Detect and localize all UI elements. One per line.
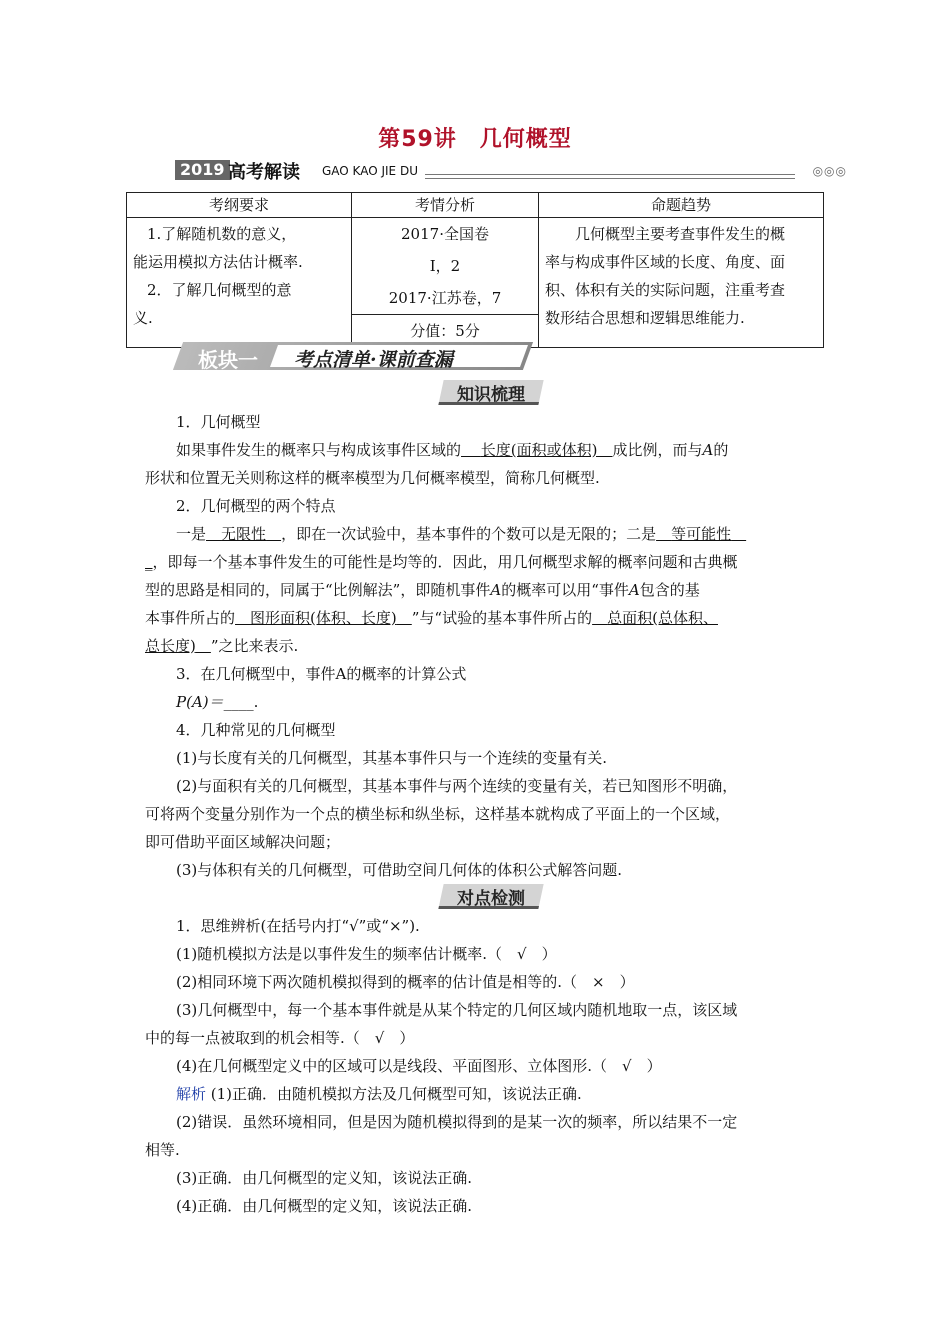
answer-line: (4)正确．由几何概型的定义知，该说法正确. <box>176 1197 473 1215</box>
answer-blank: 总长度) <box>145 637 196 655</box>
year-badge: 2019 <box>175 160 230 180</box>
gaokao-title: 高考解读 <box>228 162 300 183</box>
table-header-row <box>127 193 824 218</box>
question: 中的每一点被取到的机会相等.（ √ ） <box>145 1029 415 1047</box>
header-cell: 考情分析 <box>352 193 539 218</box>
paragraph-line: 如果事件发生的概率只与构成该事件区域的 长度(面积或体积) 成比例，而与A的 <box>176 441 729 459</box>
cell-line: 义. <box>133 309 153 327</box>
tag-label: 知识梳理 <box>457 385 525 405</box>
question: 1．思维辨析(在括号内打“√”或“×”). <box>176 917 420 935</box>
paragraph-line: 总长度) ”之比来表示. <box>145 637 299 655</box>
header-cell: 命题趋势 <box>539 193 824 218</box>
knowledge-tag <box>441 380 541 406</box>
paragraph-line: 本事件所占的 图形面积(体积、长度) ”与“试验的基本事件所占的 总面积(总体积、 <box>145 609 718 627</box>
cell-line: 能运用模拟方法估计概率. <box>133 253 303 271</box>
paragraph-line: 即可借助平面区域解决问题； <box>145 833 341 851</box>
cell-line: 积、体积有关的实际问题，注重考查 <box>545 281 786 299</box>
banner-title: 考点清单·课前查漏 <box>294 349 453 371</box>
requirements-cell <box>127 218 352 348</box>
paragraph-line: (3)与体积有关的几何概型，可借助空间几何体的体积公式解答问题. <box>176 861 623 879</box>
cell-line: Ⅰ，2 <box>429 257 461 275</box>
question: (1)随机模拟方法是以事件发生的频率估计概率.（ √ ） <box>176 945 557 963</box>
question: (3)几何概型中，每一个基本事件就是从某个特定的几何区域内随机地取一点，该区域 <box>176 1001 738 1019</box>
answer-blank: 图形面积(体积、长度) <box>250 609 397 627</box>
cell-line: 2017·全国卷 <box>401 225 489 243</box>
cell-line: 率与构成事件区域的长度、角度、面 <box>545 253 786 271</box>
page-title: 第59讲 几何概型 <box>378 127 572 152</box>
cell-line: 数形结合思想和逻辑思维能力. <box>545 309 745 327</box>
analysis-cell <box>352 218 539 348</box>
answer-line: 解析 (1)正确．由随机模拟方法及几何概型可知，该说法正确. <box>176 1085 582 1103</box>
heading: 2．几何概型的两个特点 <box>176 497 336 515</box>
header-cell: 考纲要求 <box>127 193 352 218</box>
paragraph-line: (2)与面积有关的几何概型，其基本事件与两个连续的变量有关，若已知图形不明确， <box>176 777 738 795</box>
heading: 1．几何概型 <box>176 413 261 431</box>
question: (4)在几何概型定义中的区域可以是线段、平面图形、立体图形.（ √ ） <box>176 1057 662 1075</box>
paragraph-line: 形状和位置无关则称这样的概率模型为几何概率模型，简称几何概型. <box>145 469 600 487</box>
requirements-table <box>126 192 824 348</box>
heading: 3．在几何概型中，事件A的概率的计算公式 <box>176 665 467 683</box>
paragraph-line: _，即每一个基本事件发生的可能性是均等的．因此，用几何概型求解的概率问题和古典概 <box>145 553 738 571</box>
analysis-label: 解析 <box>176 1085 207 1103</box>
paragraph-line: 可将两个变量分别作为一个点的横坐标和纵坐标，这样基本就构成了平面上的一个区域， <box>145 805 731 823</box>
cell-line: 2017·江苏卷，7 <box>388 289 502 307</box>
gaokao-subtitle: GAO KAO JIE DU <box>322 164 418 178</box>
answer-line: 相等. <box>145 1141 180 1159</box>
cell-line: 1.了解随机数的意义， <box>147 225 297 243</box>
banner-part: 板块一 <box>198 348 258 372</box>
cell-line: 几何概型主要考查事件发生的概 <box>575 225 786 243</box>
paragraph-line: 一是 无限性 ，即在一次试验中，基本事件的个数可以是无限的；二是 等可能性 <box>176 520 810 548</box>
score-line: 分值：5分 <box>352 314 538 347</box>
cell-line: 2．了解几何概型的意 <box>147 281 292 299</box>
check-tag <box>441 884 541 910</box>
answer-blank: 长度(面积或体积) <box>480 441 598 459</box>
dots-icon: ◎◎◎ <box>812 164 847 178</box>
section-banner <box>178 342 538 372</box>
paragraph-line: 型的思路是相同的，同属于“比例解法”，即随机事件A的概率可以用“事件A包含的基 <box>145 581 700 599</box>
paragraph-line: (1)与长度有关的几何概型，其基本事件只与一个连续的变量有关. <box>176 749 608 767</box>
heading: 4．几种常见的几何概型 <box>176 721 336 739</box>
answer-line: (3)正确．由几何概型的定义知，该说法正确. <box>176 1169 473 1187</box>
gaokao-header <box>175 160 847 182</box>
answer-blank: 无限性 <box>221 525 267 543</box>
answer-line: (2)错误．虽然环境相同，但是因为随机模拟得到的是某一次的频率，所以结果不一定 <box>176 1113 738 1131</box>
answer-blank: 总面积(总体积、 <box>607 609 718 627</box>
tag-label: 对点检测 <box>457 889 525 909</box>
formula-line: P(A)＝____. <box>176 693 259 711</box>
question: (2)相同环境下两次随机模拟得到的概率的估计值是相等的.（ × ） <box>176 973 635 991</box>
trend-cell <box>539 218 824 348</box>
divider <box>425 174 795 179</box>
answer-blank: 等可能性 <box>671 525 732 543</box>
table-row <box>127 218 824 348</box>
